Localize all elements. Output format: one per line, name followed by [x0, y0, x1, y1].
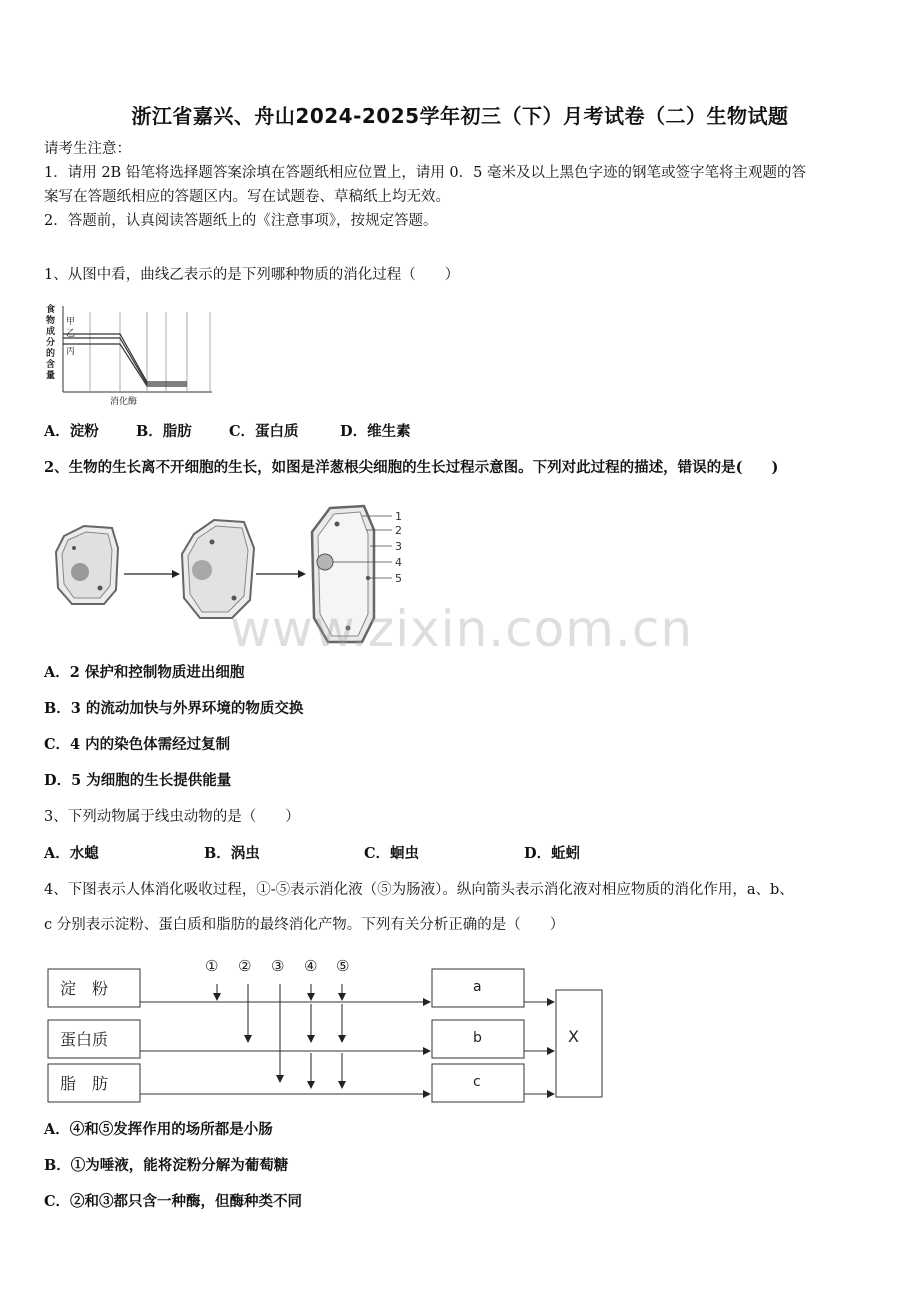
juice-3: ③: [271, 957, 285, 975]
ylabel-char: 的: [46, 349, 56, 359]
juice-5: ⑤: [336, 957, 350, 975]
ylabel-char: 含: [46, 360, 56, 370]
curve-jia: [63, 334, 187, 382]
cell-label-2: 2: [395, 524, 402, 537]
ylabel-char: 分: [46, 338, 56, 348]
cell-label-4: 4: [395, 556, 402, 569]
q4-option-c[interactable]: C．②和③都只含一种酶，但酶种类不同: [44, 1193, 303, 1210]
chart-xlabel: 消化酶: [110, 397, 138, 407]
ylabel-char: 量: [46, 371, 56, 381]
arrow-head: [298, 570, 306, 578]
q3-option-a[interactable]: A．水螅: [44, 845, 99, 862]
page-title: 浙江省嘉兴、舟山2024-2025学年初三（下）月考试卷（二）生物试题: [131, 104, 789, 128]
series-label-bing: 丙: [66, 347, 76, 357]
notice-item-1: 1．请用 2B 铅笔将选择题答案涂填在答题纸相应位置上，请用 0．5 毫米及以上黑色字迹的钢笔或签字笔将主观题的答: [44, 165, 806, 181]
juice-2: ②: [238, 957, 252, 975]
ylabel-char: 食: [46, 305, 56, 315]
q4-digestion-diagram: [44, 950, 614, 1110]
cell-small: [56, 526, 118, 604]
series-label-yi: 乙: [66, 329, 76, 339]
q3-option-b[interactable]: B．涡虫: [204, 845, 260, 862]
q1-option-c[interactable]: C．蛋白质: [229, 423, 299, 440]
final-x: X: [568, 1027, 579, 1046]
curve-bing: [63, 344, 187, 386]
q4-option-b[interactable]: B．①为唾液，能将淀粉分解为葡萄糖: [44, 1157, 289, 1174]
q3-option-c[interactable]: C．蛔虫: [364, 845, 420, 862]
curve-yi: [63, 338, 187, 384]
q1-option-b[interactable]: B．脂肪: [136, 423, 192, 440]
q2-option-d[interactable]: D．5 为细胞的生长提供能量: [44, 772, 232, 789]
chart-dividers: [90, 312, 210, 392]
cell-label-3: 3: [395, 540, 402, 553]
q4-option-a[interactable]: A．④和⑤发挥作用的场所都是小肠: [44, 1121, 273, 1138]
chart-ylabel: [45, 303, 55, 381]
q3-stem: 3、下列动物属于线虫动物的是（ ）: [44, 809, 300, 825]
cell-label-5: 5: [395, 572, 402, 585]
q3-option-d[interactable]: D．蚯蚓: [524, 845, 581, 862]
notice-heading: 请考生注意：: [44, 141, 131, 157]
q1-option-a[interactable]: A．淀粉: [44, 423, 99, 440]
q1-stem: 1、从图中看，曲线乙表示的是下列哪种物质的消化过程（ ）: [44, 267, 460, 283]
q2-option-b[interactable]: B．3 的流动加快与外界环境的物质交换: [44, 700, 304, 717]
arrow-head: [172, 570, 180, 578]
watermark: www.zixin.com.cn: [230, 600, 694, 658]
input-protein: 蛋白质: [60, 1030, 109, 1049]
ylabel-char: 成: [46, 327, 56, 337]
juice-1: ①: [205, 957, 219, 975]
product-b: b: [473, 1030, 482, 1046]
cell-label-1: 1: [395, 510, 402, 523]
q1-digestion-chart: [44, 300, 224, 410]
juice-arrows: [217, 984, 342, 1088]
q4-stem-cont: c 分别表示淀粉、蛋白质和脂肪的最终消化产物。下列有关分析正确的是（ ）: [44, 917, 565, 933]
product-c: c: [473, 1074, 481, 1090]
notice-item-2: 2．答题前，认真阅读答题纸上的《注意事项》，按规定答题。: [44, 213, 438, 229]
q2-option-c[interactable]: C．4 内的染色体需经过复制: [44, 736, 231, 753]
input-starch: 淀 粉: [60, 979, 109, 998]
series-label-jia: 甲: [66, 317, 76, 327]
q2-option-a[interactable]: A．2 保护和控制物质进出细胞: [44, 664, 245, 681]
final-box-x: [556, 990, 602, 1097]
input-fat: 脂 肪: [60, 1074, 109, 1093]
juice-4: ④: [304, 957, 318, 975]
q2-stem: 2、生物的生长离不开细胞的生长，如图是洋葱根尖细胞的生长过程示意图。下列对此过程的描述，错误的是( ): [44, 459, 779, 476]
product-a: a: [473, 979, 482, 995]
notice-item-1-cont: 案写在答题纸相应的答题区内。写在试题卷、草稿纸上均无效。: [44, 189, 450, 205]
ylabel-char: 物: [46, 316, 56, 326]
q4-stem: 4、下图表示人体消化吸收过程，①-⑤表示消化液（⑤为肠液）。纵向箭头表示消化液对相应物质的消化作用，a、b、: [44, 882, 794, 898]
q1-option-d[interactable]: D．维生素: [340, 423, 411, 440]
